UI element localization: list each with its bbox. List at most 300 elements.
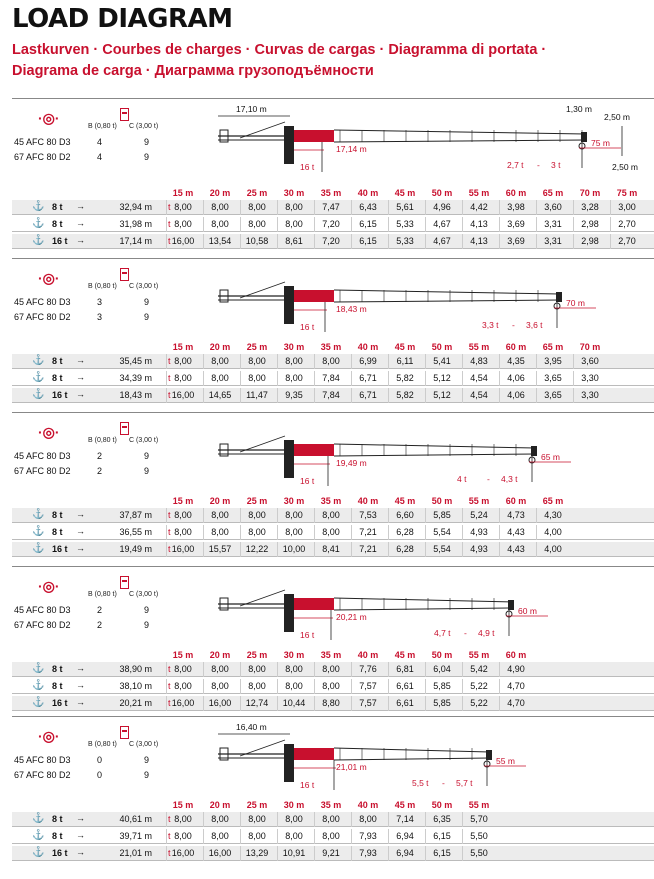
jib-top-chord [334,598,512,602]
load-value: 8,00 [211,356,229,366]
tower-mast [284,440,294,478]
boom-red-section [294,130,334,142]
reach-16t-label: 21,01 m [336,762,367,772]
ballast-b-value: 0 [97,770,103,780]
load-value: 5,85 [433,681,451,691]
load-table-row [12,354,654,369]
load-value: 6,15 [359,219,377,229]
load-value: 8,00 [285,831,303,841]
load-value: 6,81 [396,664,414,674]
load-table-row [12,200,654,215]
load-value: 8,00 [322,527,340,537]
reach-16t-label: 17,14 m [336,144,367,154]
load-value: 8,00 [248,510,266,520]
hook-icon: ⚓ [32,813,45,824]
load-value: 8,00 [359,814,377,824]
ballast-c-value: 9 [144,466,150,476]
reach-16t-label: 18,43 m [336,304,367,314]
jib-length-label: 55 m [496,756,515,766]
load-value: 4,43 [507,527,525,537]
crane-diagram [0,258,654,338]
load-value: 16,00 [171,390,195,400]
distance-header: 40 m [357,800,379,810]
distance-header: 15 m [172,496,194,506]
distance-header: 65 m [542,342,564,352]
jib-bottom-chord [334,758,490,760]
hook-icon: ⚓ [32,509,45,520]
load-value: 6,28 [396,544,414,554]
ballast-c-label: C (3,00 t) [129,741,159,748]
ballast-c-value: 9 [144,755,150,765]
load-value: 10,58 [245,236,269,246]
distance-header: 45 m [394,650,416,660]
load-value: 5,82 [396,390,414,400]
load-value: 8,00 [174,510,192,520]
distance-header: 70 m [579,342,601,352]
load-value: 4,70 [507,681,525,691]
top-dimension-label: 16,40 m [236,722,267,732]
load-value: 5,12 [433,373,451,383]
distance-header: 30 m [283,188,305,198]
row-unit: t [168,510,171,520]
load-16t-label: 16 t [300,322,315,332]
load-value: 16,00 [171,848,195,858]
load-value: 7,57 [359,681,377,691]
jib-top-chord [334,748,490,752]
load-16t-label: 16 t [300,780,315,790]
row-reach: 21,01 m [119,848,152,858]
distance-header: 20 m [209,342,231,352]
tip-load-b-label: 3 t [551,160,561,170]
load-value: 6,04 [433,664,451,674]
load-value: 8,00 [322,831,340,841]
distance-header: 45 m [394,342,416,352]
load-value: 8,00 [174,527,192,537]
row-reach: 32,94 m [119,202,152,212]
distance-header: 30 m [283,342,305,352]
load-value: 7,53 [359,510,377,520]
load-value: 8,00 [285,219,303,229]
load-value: 6,61 [396,698,414,708]
distance-header: 75 m [616,188,638,198]
tip-load-separator: - [487,474,490,484]
weight-icon: ·◎· [38,270,60,286]
ballast-c-value: 9 [144,605,150,615]
load-table-row [12,217,654,232]
row-unit: t [168,664,171,674]
row-load: 8 t [52,510,63,520]
model-name: 45 AFC 80 D3 [14,137,71,147]
load-value: 6,11 [396,356,414,366]
load-value: 3,60 [581,356,599,366]
row-reach: 40,61 m [119,814,152,824]
load-value: 16,00 [171,698,195,708]
hook-icon: ⚓ [32,697,45,708]
hook-icon: ⚓ [32,355,45,366]
jib-top-chord [334,444,535,448]
distance-header: 55 m [468,800,490,810]
load-value: 8,00 [174,681,192,691]
load-value: 6,60 [396,510,414,520]
load-table-row [12,829,654,844]
height-top-label: 2,50 m [604,112,630,122]
load-value: 8,00 [211,202,229,212]
ballast-b-value: 4 [97,137,103,147]
load-value: 3,31 [544,219,562,229]
distance-header: 50 m [431,496,453,506]
load-value: 8,41 [322,544,340,554]
ballast-c-value: 9 [144,312,150,322]
row-load: 16 t [52,848,68,858]
distance-header: 50 m [431,800,453,810]
row-reach: 20,21 m [119,698,152,708]
row-reach: 36,55 m [119,527,152,537]
row-reach: 18,43 m [119,390,152,400]
distance-header: 45 m [394,496,416,506]
load-value: 5,41 [433,356,451,366]
load-value: 3,00 [618,202,636,212]
load-value: 7,84 [322,373,340,383]
load-value: 14,65 [208,390,232,400]
ballast-c-value: 9 [144,620,150,630]
load-value: 6,94 [396,848,414,858]
load-value: 6,71 [359,373,377,383]
distance-header: 50 m [431,650,453,660]
load-value: 8,00 [322,510,340,520]
load-value: 8,00 [322,664,340,674]
row-reach: 34,39 m [119,373,152,383]
load-value: 16,00 [208,848,232,858]
load-value: 8,00 [285,527,303,537]
tip-dimension-label: 1,30 m [566,104,592,114]
load-value: 5,12 [433,390,451,400]
arrow-icon: → [76,847,85,857]
model-name: 67 AFC 80 D2 [14,312,71,322]
distance-header: 45 m [394,188,416,198]
distance-header: 15 m [172,650,194,660]
distance-header: 55 m [468,496,490,506]
load-value: 8,00 [211,373,229,383]
load-value: 8,00 [285,202,303,212]
arrow-icon: → [76,355,85,365]
load-table-row [12,508,654,523]
load-value: 8,00 [174,664,192,674]
row-unit: t [168,219,171,229]
distance-header: 15 m [172,342,194,352]
load-value: 8,00 [248,664,266,674]
load-value: 12,74 [245,698,269,708]
load-value: 5,61 [396,202,414,212]
load-value: 7,21 [359,527,377,537]
load-value: 3,30 [581,390,599,400]
load-section [0,98,654,248]
load-value: 6,15 [433,831,451,841]
arrow-icon: → [76,697,85,707]
load-value: 8,00 [322,681,340,691]
load-value: 5,85 [433,698,451,708]
distance-header: 30 m [283,800,305,810]
ballast-c-label: C (3,00 t) [129,591,159,598]
boom-red-section [294,290,334,302]
load-section [0,566,654,716]
load-value: 6,28 [396,527,414,537]
row-unit: t [168,698,171,708]
row-load: 8 t [52,373,63,383]
load-value: 4,54 [470,390,488,400]
model-name: 67 AFC 80 D2 [14,466,71,476]
page-subtitle-line-1: Lastkurven · Courbes de charges · Curvas de cargas · Diagramma di portata · [12,42,547,58]
load-value: 4,67 [433,219,451,229]
row-load: 8 t [52,664,63,674]
load-value: 8,00 [174,831,192,841]
load-value: 3,31 [544,236,562,246]
load-value: 4,54 [470,373,488,383]
load-value: 4,93 [470,544,488,554]
crane-diagram [0,566,654,646]
ballast-b-label: B (0,80 t) [88,741,117,748]
row-reach: 38,90 m [119,664,152,674]
load-value: 2,98 [581,236,599,246]
distance-header: 35 m [320,342,342,352]
load-value: 8,00 [322,356,340,366]
model-name: 45 AFC 80 D3 [14,297,71,307]
row-load: 16 t [52,236,68,246]
distance-header: 25 m [246,496,268,506]
load-value: 7,47 [322,202,340,212]
load-value: 5,33 [396,236,414,246]
distance-header: 45 m [394,800,416,810]
ballast-b-value: 3 [97,312,103,322]
ballast-b-value: 0 [97,755,103,765]
load-value: 12,22 [245,544,269,554]
load-value: 16,00 [171,236,195,246]
distance-header: 15 m [172,188,194,198]
load-value: 8,00 [174,202,192,212]
ballast-b-label: B (0,80 t) [88,283,117,290]
load-value: 5,50 [470,848,488,858]
ballast-b-value: 2 [97,620,103,630]
row-reach: 19,49 m [119,544,152,554]
arrow-icon: → [76,680,85,690]
distance-header: 50 m [431,342,453,352]
row-unit: t [168,236,171,246]
row-reach: 17,14 m [119,236,152,246]
distance-header: 30 m [283,496,305,506]
load-value: 7,84 [322,390,340,400]
ballast-c-value: 9 [144,137,150,147]
tip-load-b-label: 4,3 t [501,474,518,484]
load-value: 5,54 [433,527,451,537]
load-section [0,716,654,866]
load-value: 6,15 [433,848,451,858]
load-value: 3,65 [544,373,562,383]
jib-tip [556,292,562,302]
ballast-b-value: 2 [97,605,103,615]
load-value: 16,00 [208,698,232,708]
load-table-row [12,542,654,557]
load-value: 9,35 [285,390,303,400]
row-reach: 35,45 m [119,356,152,366]
load-value: 2,70 [618,236,636,246]
distance-header: 25 m [246,800,268,810]
load-value: 8,00 [248,202,266,212]
distance-header: 55 m [468,650,490,660]
row-unit: t [168,544,171,554]
distance-header: 55 m [468,188,490,198]
row-unit: t [168,681,171,691]
crane-diagram [0,98,654,178]
row-reach: 38,10 m [119,681,152,691]
load-value: 5,70 [470,814,488,824]
jib-bottom-chord [334,608,512,610]
model-name: 67 AFC 80 D2 [14,152,71,162]
load-value: 8,61 [285,236,303,246]
model-name: 67 AFC 80 D2 [14,770,71,780]
distance-header: 20 m [209,188,231,198]
distance-header: 60 m [505,496,527,506]
arrow-icon: → [76,813,85,823]
distance-header: 65 m [542,188,564,198]
jib-length-label: 70 m [566,298,585,308]
load-value: 4,73 [507,510,525,520]
arrow-icon: → [76,218,85,228]
load-value: 8,00 [174,814,192,824]
jib-top-chord [334,290,560,294]
tower-mast [284,744,294,782]
load-value: 10,44 [282,698,306,708]
distance-header: 20 m [209,800,231,810]
arrow-icon: → [76,389,85,399]
load-value: 2,70 [618,219,636,229]
distance-header: 40 m [357,496,379,506]
load-value: 3,28 [581,202,599,212]
load-value: 4,06 [507,373,525,383]
distance-header: 50 m [431,188,453,198]
tip-load-separator: - [442,778,445,788]
boom-red-section [294,598,334,610]
load-value: 6,43 [359,202,377,212]
page-title: LOAD DIAGRAM [12,4,233,34]
jib-length-label: 65 m [541,452,560,462]
model-name: 45 AFC 80 D3 [14,605,71,615]
load-value: 10,91 [282,848,306,858]
ballast-b-label: B (0,80 t) [88,437,117,444]
load-value: 8,00 [211,681,229,691]
ballast-b-label: B (0,80 t) [88,123,117,130]
load-value: 6,15 [359,236,377,246]
boom-red-section [294,748,334,760]
reach-16t-label: 19,49 m [336,458,367,468]
hook-icon: ⚓ [32,847,45,858]
load-value: 6,94 [396,831,414,841]
distance-header: 70 m [579,188,601,198]
load-value: 4,70 [507,698,525,708]
tip-load-separator: - [512,320,515,330]
load-value: 8,00 [174,356,192,366]
tip-load-b-label: 4,9 t [478,628,495,638]
load-value: 8,00 [285,373,303,383]
model-name: 67 AFC 80 D2 [14,620,71,630]
tip-load-a-label: 4 t [457,474,467,484]
ballast-c-label: C (3,00 t) [129,283,159,290]
page-subtitle-line-2: Diagrama de carga · Диаграмма грузоподъёмности [12,63,374,79]
load-value: 8,00 [285,510,303,520]
row-load: 8 t [52,202,63,212]
tip-load-a-label: 4,7 t [434,628,451,638]
load-value: 8,00 [248,219,266,229]
load-value: 4,35 [507,356,525,366]
row-load: 8 t [52,356,63,366]
load-table-row [12,525,654,540]
load-value: 5,24 [470,510,488,520]
hook-icon: ⚓ [32,201,45,212]
load-table-row [12,388,654,403]
distance-header: 40 m [357,188,379,198]
row-load: 8 t [52,527,63,537]
load-value: 5,22 [470,681,488,691]
load-value: 6,61 [396,681,414,691]
tower-mast [284,594,294,632]
distance-header: 15 m [172,800,194,810]
load-value: 8,00 [211,219,229,229]
tower-mast [284,286,294,324]
hook-icon: ⚓ [32,830,45,841]
load-value: 4,96 [433,202,451,212]
tip-load-separator: - [537,160,540,170]
load-value: 11,47 [246,390,268,400]
load-value: 10,00 [282,544,306,554]
load-value: 7,20 [322,236,340,246]
load-value: 8,00 [211,510,229,520]
tower-mast [284,126,294,164]
distance-header: 25 m [246,342,268,352]
load-value: 3,60 [544,202,562,212]
ballast-b-value: 2 [97,466,103,476]
load-value: 8,00 [248,831,266,841]
load-value: 3,98 [507,202,525,212]
hook-icon: ⚓ [32,218,45,229]
load-value: 7,93 [359,831,377,841]
load-value: 8,00 [248,373,266,383]
arrow-icon: → [76,663,85,673]
load-value: 4,30 [544,510,562,520]
arrow-icon: → [76,201,85,211]
load-value: 4,43 [507,544,525,554]
load-value: 4,67 [433,236,451,246]
weight-icon: ·◎· [38,110,60,126]
hook-icon: ⚓ [32,372,45,383]
load-value: 9,21 [322,848,340,858]
load-value: 3,95 [544,356,562,366]
model-name: 45 AFC 80 D3 [14,755,71,765]
load-value: 6,71 [359,390,377,400]
load-value: 4,13 [470,236,488,246]
crane-diagram [0,716,654,796]
load-value: 8,00 [248,527,266,537]
load-value: 8,00 [285,356,303,366]
distance-header: 20 m [209,650,231,660]
row-load: 8 t [52,219,63,229]
load-value: 7,93 [359,848,377,858]
tip-load-a-label: 5,5 t [412,778,429,788]
load-value: 4,00 [544,544,562,554]
load-value: 7,21 [359,544,377,554]
load-value: 8,00 [285,814,303,824]
load-value: 8,00 [211,664,229,674]
load-section [0,258,654,408]
load-value: 4,06 [507,390,525,400]
row-reach: 37,87 m [119,510,152,520]
